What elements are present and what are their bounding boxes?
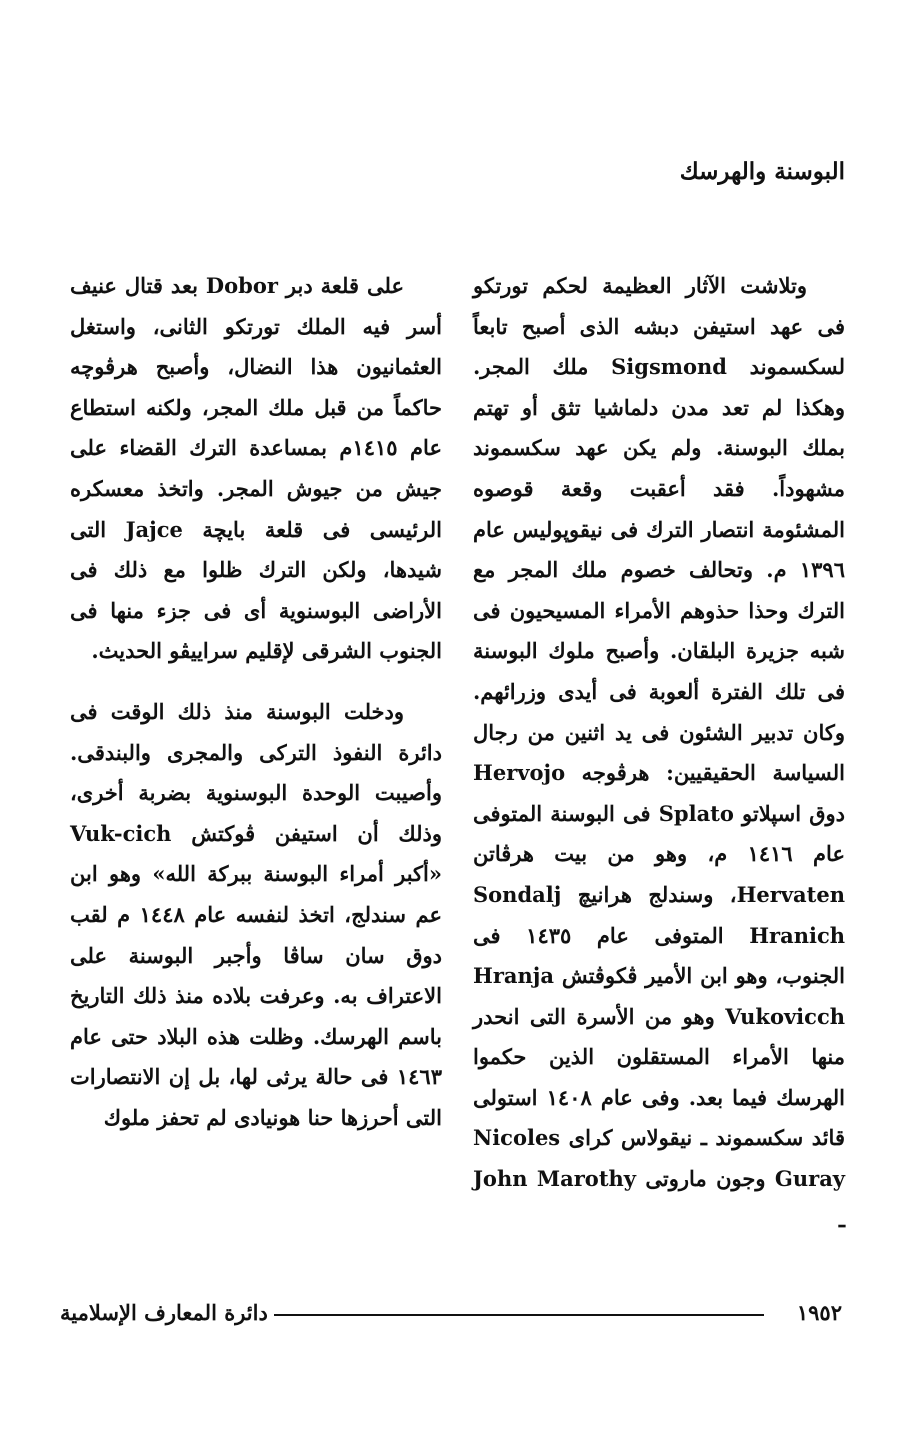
paragraph: وتلاشت الآثار العظيمة لحكم تورتكو فى عهد استيفن دبشه الذى أصبح تابعاً لسكسموند Sigsmond ملك المجر. وهكذا لم تعد مدن دلماشيا تثق أو تهتم بملك البوسنة. ولم يكن عهد سكسموند مشهوداً. فقد أعقبت وقعة قوصوه المشئومة انتصار الترك فى نيقوپوليس عام ١٣٩٦ م. وتحالف خصوم ملك المجر مع الترك وحذا حذوهم الأمراء المسيحيون فى شبه جزيرة البلقان. وأصبح ملوك البوسنة فى تلك الفترة ألعوبة فى أيدى وزرائهم. وكان تدبير الشئون فى يد اثنين من رجال السياسة الحقيقيين: هرڤوجه Hervojo دوق اسپلاتو Splato فى البوسنة المتوفى عام ١٤١٦ م، وهو من بيت هرڤاتن Hervaten، وسندلج هرانيچ Sondalj Hranich المتوفى عام ١٤٣٥ فى الجنوب، وهو ابن الأمير ڤكوڤتش Hranja Vukovicch وهو من الأسرة التى انحدر منها الأمراء المستقلون الذين حكموا الهرسك فيما بعد. وفى عام ١٤٠٨ استولى قائد سكسموند ـ نيقولاس كراى Nicoles Guray وجون ماروتى John Marothy ـ <box>473 273 845 1232</box>
page-number: ١٩٥٢ <box>796 1300 842 1325</box>
paragraph: على قلعة دبر Dobor بعد قتال عنيف أسر فيه الملك تورتكو الثانى، واستغل العثمانيون هذا النضال، وأصبح هرڤوچه حاكماً من قبل ملك المجر، ولكنه استطاع عام ١٤١٥م بمساعدة الترك القضاء على جيش من جيوش المجر. واتخذ معسكره الرئيسى فى قلعة بايچة Jajce التى شيدها، ولكن الترك ظلوا مع ذلك فى الأراضى البوسنوية أى فى جزء منها فى الجنوب الشرقى لإقليم سراييڤو الحديث. <box>70 273 442 664</box>
footer-rule <box>274 1314 764 1316</box>
series-title: دائرة المعارف الإسلامية <box>60 1300 268 1325</box>
right-column <box>473 266 845 1240</box>
left-column <box>70 266 442 1138</box>
page-footer <box>60 1300 842 1330</box>
running-header: البوسنة والهرسك <box>679 158 845 185</box>
paragraph: ودخلت البوسنة منذ ذلك الوقت فى دائرة النفوذ التركى والمجرى والبندقى. وأصيبت الوحدة البوسنوية بضربة أخرى، وذلك أن استيفن ڤوكتش Vuk-cich «أكبر أمراء البوسنة ببركة الله» وهو ابن عم سندلج، اتخذ لنفسه عام ١٤٤٨ م لقب دوق سان ساڤا وأجبر البوسنة على الاعتراف به. وعرفت بلاده منذ ذلك التاريخ باسم الهرسك. وظلت هذه البلاد حتى عام ١٤٦٣ فى حالة يرثى لها، بل إن الانتصارات التى أحرزها حنا هونيادى لم تحفز ملوك <box>70 698 442 1130</box>
